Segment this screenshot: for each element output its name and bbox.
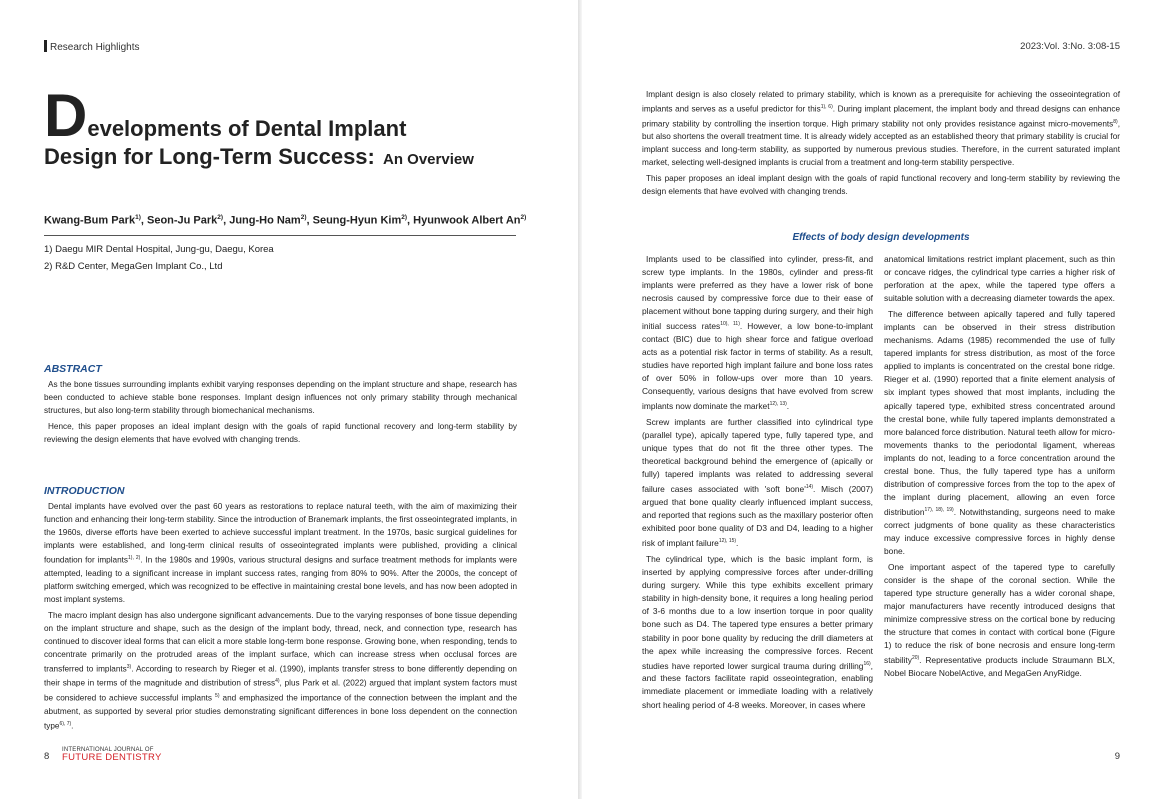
text-column-1 <box>642 253 873 715</box>
author-affiliation-mark: 1) <box>135 214 141 221</box>
author-affiliation-mark: 2) <box>520 214 527 221</box>
right-page <box>582 0 1160 799</box>
text-run: Dental implants have evolved over the past 60 years as restorations to replace natural teeth, with the aim of maximizing their function and enhancing their long-term stability. Since the introduction of Branemark implants, the first osseointegrated implants, in the 1960s, diverse efforts have been exerted to achieve successful implant treatment. In the 1970s, basic surgical guidelines for implants were established, and long-term clinical results of osseointegrated implants were published, providing a clinical foundation for implants <box>44 502 517 565</box>
introduction-paragraph <box>44 609 517 733</box>
text-run: The macro implant design has also undergone significant advancements. Due to the varying responses of bone tissue depending on the implant structure and shape, such as the design of the implant body, thread, neck, and connection type, research has continued to discover ideal forms that can elicit a more stable long-term bone response. Growing bone, when responding, tends to concentrate primarily on the protruded areas of the implant surface, which can increase stress when occlusal forces are transferred to implants <box>44 610 517 674</box>
body-paragraph <box>642 253 873 413</box>
title-line-2 <box>44 144 544 170</box>
author-name: Seon-Ju Park <box>146 214 218 227</box>
author-affiliation-mark: 2) <box>217 214 224 221</box>
body-paragraph <box>642 553 873 711</box>
citation: 20) <box>911 655 920 662</box>
article-title <box>44 82 544 170</box>
citation: 1), 6) <box>820 104 833 110</box>
text-run: Implants used to be classified into cylinder, press-fit, and screw type implants. In the 1980s, cylinder and press-fit implants were preferred as they have a lower risk of bone necrosis caused by compressive force due to their ease of placement without bone tapping during surgery, and their high initial success rates <box>642 254 873 332</box>
intro-paragraph <box>642 88 1120 169</box>
citation: 12), 13) <box>769 401 787 408</box>
introduction-section <box>44 485 517 736</box>
citation: 12), 15) <box>718 538 737 545</box>
body-paragraph <box>884 561 1115 680</box>
issue-info: 2023:Vol. 3:No. 3:08-15 <box>1020 41 1120 52</box>
affiliation-item: 2) R&D Center, MegaGen Implant Co., Ltd <box>44 261 223 272</box>
text-run: . <box>71 721 74 731</box>
abstract-paragraph: Hence, this paper proposes an ideal implant design with the goals of rapid functional recovery and long-term stability by reviewing the design elements that have evolved with changing trends. <box>44 422 517 444</box>
title-subtitle: An Overview <box>383 151 474 168</box>
body-paragraph <box>642 416 873 550</box>
left-page <box>0 0 578 799</box>
author-name: Kwang-Bum Park <box>44 214 136 227</box>
affiliation-item: 1) Daegu MIR Dental Hospital, Jung-gu, Daegu, Korea <box>44 244 274 255</box>
text-run: , and these factors facilitate rapid osseointegration, enabling immediate placement or immediate loading with a relatively short healing period of 4-8 weeks. Moreover, in cases where <box>642 660 873 710</box>
author-name: Jung-Ho Nam <box>229 214 301 227</box>
page-number-right: 9 <box>1114 751 1120 762</box>
citation: 3) <box>126 663 132 670</box>
introduction-paragraph <box>44 500 517 606</box>
text-run: The cylindrical type, which is the basic implant form, is inserted by applying compressive forces after under-drilling during surgery. While this type exhibits excellent primary stability in high-density bone, it requires a long healing period of 3-6 months due to a low insertion torque in poor quality bone such as D4. The tapered type ensures a better primary stability in poor bone quality by reducing the drill diameters at the apex while increasing the compressive forces. Recent studies have reported lower surgical trauma during drilling <box>642 554 873 671</box>
citation: 4) <box>275 678 280 685</box>
text-run: One important aspect of the tapered type to carefully consider is the shape of the coronal section. While the tapered type structure generally has a wider coronal shape, major manufacturers have recently introduced designs that minimize compressive stress on the cortical bone by reducing the structure that comes in contact with cortical bone (Figure 1) to reduce the risk of bone necrosis and ensure long-term stability <box>884 561 1115 665</box>
citation: 5) <box>215 693 220 700</box>
running-head-text: Research Highlights <box>50 42 140 53</box>
abstract-heading: ABSTRACT <box>44 363 102 375</box>
citation: 16) <box>863 660 871 667</box>
author-list: Kwang-Bum Park$^{1)}$, Seon-Ju Park$^{2)}$, Jung-Ho Nam$^{2)}$, Seung-Hyun Kim$^{2)}$, Hyunwook Albert An$^{2)}$ <box>44 214 527 227</box>
author-divider <box>44 235 516 236</box>
citation: 6), 7) <box>59 720 72 727</box>
text-run: . During implant placement, the implant body and thread designs can enhance primary stability by controlling the insertion torque. High primary stability not only provides resistance against micro-movements <box>642 104 1121 129</box>
text-run: and emphasized the importance of the connection between the implant and the abutment, as supported by several prior studies demonstrating significant differences in bone loss dependent on the connection type <box>44 693 518 731</box>
journal-logo <box>62 747 162 763</box>
body-paragraph <box>884 308 1115 558</box>
text-run: , but also shortens the overall treatment time. It is already widely accepted as an established theory that primary stability is crucial for implant success and long-term stability, as supported by numerous previous studies. Therefore, in the current saturated implant market, selecting well-designed implants is crucial from a treatment and long-term stability perspective. <box>642 119 1120 168</box>
text-run: . In the 1980s and 1990s, various structural designs and surface treatment methods for implants were attempted, leading to a significant increase in implant success rates, ranging from 80% to 90%. After the 2000s, the concept of platform switching emerged, which was recognized to be effective in maintaining crestal bone levels, and has now been adopted in most implant systems. <box>44 555 517 604</box>
title-line-1 <box>44 82 544 149</box>
text-run: . Representative products include Straumann BLX, Nobel Biocare NobelActive, and MegaGen AnyRidge. <box>884 655 1115 679</box>
author-affiliation-mark: 2) <box>300 214 307 221</box>
citation: 8) <box>1113 118 1118 125</box>
journal-name-big: FUTURE DENTISTRY <box>62 751 162 763</box>
title-line-1-text: evelopments of Dental Implant <box>87 116 407 141</box>
abstract-section <box>44 363 517 449</box>
citation: 1), 2) <box>128 555 141 561</box>
text-run: . <box>736 538 739 549</box>
text-column-2 <box>884 253 1115 683</box>
title-dropcap: D <box>44 82 87 149</box>
citation: 17), 18), 19) <box>924 506 954 513</box>
citation: 14) <box>805 484 814 491</box>
affiliations <box>44 241 274 275</box>
text-run: . Misch (2007) argued that bone quality clearly influenced implant success, and reported that regions such as the maxillary posterior often exhibited poor bone quality of D3 and D4, leading to a higher risk of implant failure <box>642 484 873 549</box>
author-name: Seung-Hyun Kim <box>312 214 402 227</box>
intro-continued <box>642 88 1120 201</box>
running-head <box>44 40 140 53</box>
introduction-heading: INTRODUCTION <box>44 485 125 497</box>
text-run: . However, a low bone-to-implant contact (BIC) due to high shear force and fatigue overload acts as a potential risk factor in terms of stability. As a result, studies have reported high implant failure and bone loss rates of over 50% in follow-ups over more than 10 years. Consequently, various designs that have evolved from screw implants now dominate the market <box>642 321 873 412</box>
page-number-left: 8 <box>44 751 50 762</box>
citation: 10), 11) <box>720 321 740 328</box>
text-run: Implant design is also closely related to primary stability, which is known as a prerequisite for achieving the osseointegration of implants and serves as a useful predictor for this <box>642 90 1120 114</box>
body-paragraph: anatomical limitations restrict implant placement, such as thin or concave ridges, the cylindrical type carries a higher risk of perforation at the apex, while the tapered type offers a suitable solution with a decreasing diameter towards the apex. <box>884 254 1115 304</box>
section-heading: Effects of body design developments <box>792 232 970 243</box>
text-run: . According to research by Rieger et al. (1990), implants transfer stress to bone differently depending on their shape in terms of the magnitude and distribution of stress <box>44 664 517 689</box>
running-head-bar <box>44 40 47 52</box>
text-run: . Notwithstanding, surgeons need to make correct judgments of bone quality as these characteristics may induce excessive compressive forces in highly dense bone. <box>884 506 1115 556</box>
title-line-2-text: Design for Long-Term Success: <box>44 144 375 169</box>
abstract-paragraph: As the bone tissues surrounding implants exhibit varying responses depending on the implant structure and shape, research has been conducted to achieve stable bone responses. Implant design influences not only primary stability through mechanical structures, but also long-term stability through biomechanical mechanisms. <box>44 380 517 415</box>
author-affiliation-mark: 2) <box>401 214 408 221</box>
author-name: Hyunwook Albert An <box>413 214 521 227</box>
text-run: , plus Park et al. (2022) argued that implant system factors must be considered to achieve successful implants <box>44 679 517 703</box>
journal-name-small: INTERNATIONAL JOURNAL OF <box>62 746 154 753</box>
text-run: . <box>786 401 790 412</box>
text-run: The difference between apically tapered and fully tapered implants can be observed in their stress distribution mechanisms. Adams (1985) recommended the use of fully tapered implants for stress distribution, as most of the force applied to implants is concentrated on the crestal bone ridge. Rieger et al. (1990) reported that a finite element analysis of six implant types showed that most implants, including the apically tapered type, exhibited stress concentrated around the crestal bone, while fully tapered implants demonstrated a more balanced force distribution. Natural teeth allow for micro-movements thanks to the periodontal ligament, whereas implants do not, leading to a force concentration around the crestal bone. Thus, the fully tapered type has a uniform distribution of compressive forces from the top to the apex of the implant during placement, allowing an even force distribution <box>884 309 1115 517</box>
text-run: Screw implants are further classified into cylindrical type (parallel type), apically tapered type, fully tapered type, and unique types that do not fit the three other types. The theoretical background behind the emergence of (apically or fully) tapered implants was related to addressing several failure cases associated with 'soft bone' <box>642 417 873 495</box>
intro-paragraph: This paper proposes an ideal implant design with the goals of rapid functional recovery and long-term stability by reviewing the design elements that have evolved with changing trends. <box>642 174 1120 197</box>
